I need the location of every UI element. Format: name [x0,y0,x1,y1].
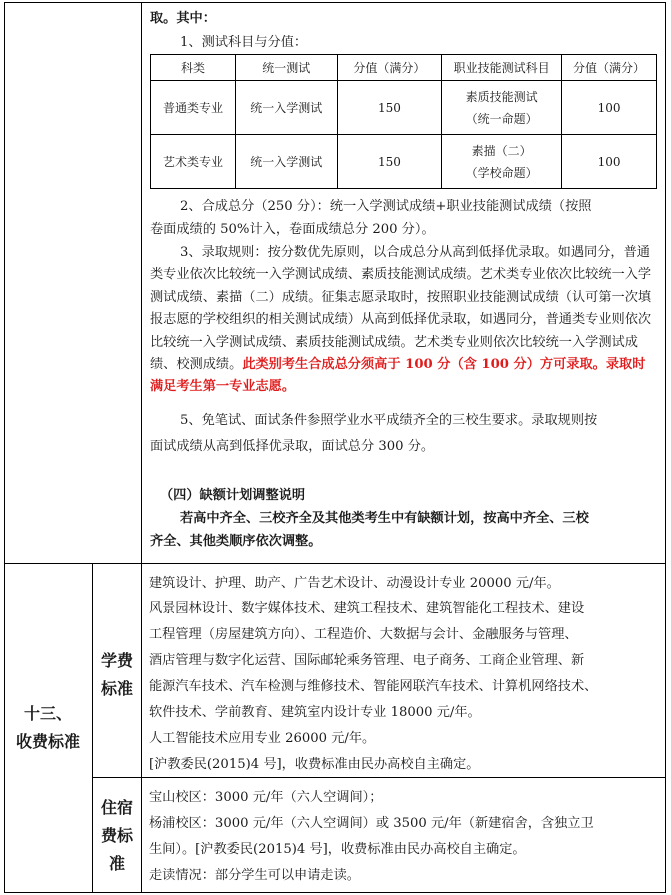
item3-red-text: 此类别考生合成总分须高于 100 分（含 100 分）方可录取。录取时满足考生第一专业志愿。 [150,357,646,395]
fee-divider [92,777,666,778]
table-header-row [151,55,657,81]
dorm-label-line2: 费标 [100,826,133,845]
dorm-line: 宝山校区：3000 元/年（六人空调间）； [149,790,383,805]
section13-label [4,700,92,756]
section-divider [4,563,666,564]
section4-line2: 齐全、其他类顺序依次调整。 [150,534,322,549]
item5-line1: 5、免笔试、面试条件参照学业水平成绩齐全的三校生要求。录取规则按 [180,413,598,428]
col-header-skill-score: 分值（满分） [562,55,657,81]
skill-line2: （学校命题） [465,165,538,180]
score-table [150,54,657,189]
tuition-line: 人工智能技术应用专业 26000 元/年。 [149,731,376,746]
col-header-score: 分值（满分） [337,55,442,81]
cell-test: 统一入学测试 [235,81,337,135]
section4-line1: 若高中齐全、三校齐全及其他类考生中有缺额计划，按高中齐全、三校 [180,511,589,526]
col-header-skill: 职业技能测试科目 [442,55,562,81]
item5-line2: 面试成绩从高到低择优录取，面试总分 300 分。 [150,439,435,454]
tuition-line: 酒店管理与数字化运营、国际邮轮乘务管理、电子商务、工商企业管理、新 [149,653,585,668]
tuition-line: 能源汽车技术、汽车检测与维修技术、智能网联汽车技术、计算机网络技术、 [149,679,598,694]
skill-line2: （统一命题） [465,111,538,126]
dorm-line: 生间）。[沪教委民(2015)4 号]，收费标准由民办高校自主确定。 [149,842,526,857]
section4-title: （四）缺额计划调整说明 [160,488,306,503]
cell-score: 150 [337,81,442,135]
col-header-category: 科类 [151,55,236,81]
tuition-line: 软件技术、学前教育、建筑室内设计专业 18000 元/年。 [149,705,481,720]
tuition-label [93,647,141,703]
skill-line1: 素质技能测试 [465,89,538,104]
intro-lead: 取。其中： [150,11,216,26]
cell-category: 普通类专业 [151,81,236,135]
tuition-line: 建筑设计、护理、助产、广告艺术设计、动漫设计专业 20000 元/年。 [149,576,560,591]
cell-score: 150 [337,135,442,189]
dorm-line: 杨浦校区：3000 元/年（六人空调间）或 3500 元/年（新建宿舍，含独立卫 [149,816,594,831]
section13-label-line2: 收费标准 [15,732,80,751]
cell-skill [442,135,562,189]
item2-line1: 2、合成总分（250 分）：统一入学测试成绩+职业技能测试成绩（按照 [180,199,592,214]
table-row [151,81,657,135]
item3-text: 3、录取规则：按分数优先原则，以合成总分从高到低择优录取。如遇同分，普通类专业依次比较统一入学测试成绩、素质技能测试成绩。艺术类专业依次比较统一入学测试成绩、素描（二）成绩。征集志愿录取时，按照职业技能测试成绩（认可第一次填报志愿的学校组织的相关测试成绩）从高到低择优录取，如遇同分，普通类专业则依次比较统一入学测试成绩、素质技能测试成绩。艺术类专业则依次比较统一入学测试成绩、校测成绩。 [150,245,652,373]
skill-line1: 素描（二） [471,143,532,158]
sub-label-divider-inner [141,563,142,893]
intro-item1: 1、测试科目与分值： [180,35,308,50]
cell-skill [442,81,562,135]
item2-line2: 卷面成绩的 50%计入，卷面成绩总分 200 分）。 [150,222,435,237]
tuition-line: 工程管理（房屋建筑方向）、工程造价、大数据与会计、金融服务与管理、 [149,627,578,642]
section13-label-line1: 十三、 [23,704,72,723]
cell-skill-score: 100 [562,135,657,189]
tuition-label-line2: 标准 [100,679,133,698]
dorm-line: 走读情况：部分学生可以申请走读。 [149,868,360,883]
cell-category: 艺术类专业 [151,135,236,189]
dorm-label [93,794,141,878]
cell-test: 统一入学测试 [235,135,337,189]
cell-skill-score: 100 [562,81,657,135]
tuition-line: 风景园林设计、数字媒体技术、建筑工程技术、建筑智能化工程技术、建设 [149,601,585,616]
dorm-label-line1: 住宿 [100,798,133,817]
tuition-line: [沪教委民(2015)4 号]，收费标准由民办高校自主确定。 [149,757,480,772]
dorm-label-line3: 准 [108,854,125,873]
col-header-test: 统一测试 [235,55,337,81]
tuition-label-line1: 学费 [100,651,133,670]
item3-paragraph [150,242,657,399]
table-row [151,135,657,189]
